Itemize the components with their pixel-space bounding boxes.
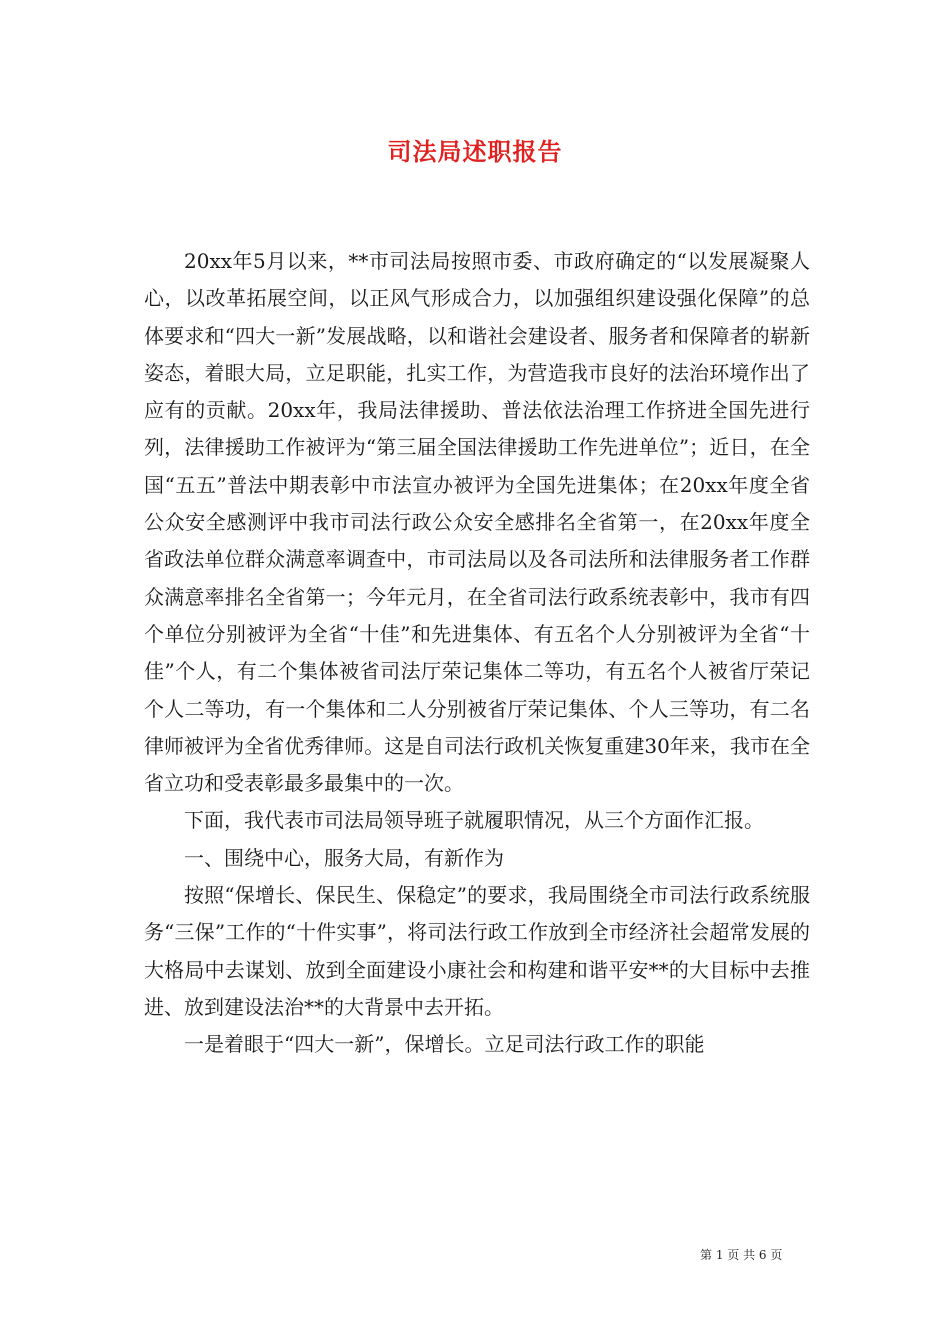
page-number: 第 1 页 共 6 页 <box>700 1248 783 1262</box>
paragraph: 一是着眼于“四大一新”，保增长。立足司法行政工作的职能 <box>184 1032 705 1057</box>
document-body <box>144 243 810 1064</box>
paragraph: 20xx年5月以来，**市司法局按照市委、市政府确定的“以发展凝聚人心，以改革拓展空间，以正风气形成合力，以加强组织建设强化保障”的总体要求和“四大一新”发展战略，以和谐社会建设者、服务者和保障者的崭新姿态，着眼大局，立足职能，扎实工作，为营造我市良好的法治环境作出了应有的贡献。20xx年，我局法律援助、普法依法治理工作挤进全国先进行列，法律援助工作被评为“第三届全国法律援助工作先进单位”；近日，在全国“五五”普法中期表彰中市法宣办被评为全国先进集体；在20xx年度全省公众安全感测评中我市司法行政公众安全感排名全省第一，在20xx年度全省政法单位群众满意率调查中，市司法局以及各司法所和法律服务者工作群众满意率排名全省第一；今年元月，在全省司法行政系统表彰中，我市有四个单位分别被评为全省“十佳”和先进集体、有五名个人分别被评为全省“十佳”个人，有二个集体被省司法厅荣记集体二等功，有五名个人被省厅荣记个人二等功，有一个集体和二人分别被省厅荣记集体、个人三等功，有二名律师被评为全省优秀律师。这是自司法行政机关恢复重建30年来，我市在全省立功和受表彰最多最集中的一次。 <box>144 249 810 796</box>
document-title: 司法局述职报告 <box>387 137 563 166</box>
paragraph: 按照“保增长、保民生、保稳定”的要求，我局围绕全市司法行政系统服务“三保”工作的“十件实事”，将司法行政工作放到全市经济社会超常发展的大格局中去谋划、放到全面建设小康社会和构建和谐平安**的大目标中去推进、放到建设法治**的大背景中去开拓。 <box>144 883 810 1019</box>
paragraph: 下面，我代表市司法局领导班子就履职情况，从三个方面作汇报。 <box>184 808 764 833</box>
section-heading: 一、围绕中心，服务大局，有新作为 <box>184 845 504 870</box>
